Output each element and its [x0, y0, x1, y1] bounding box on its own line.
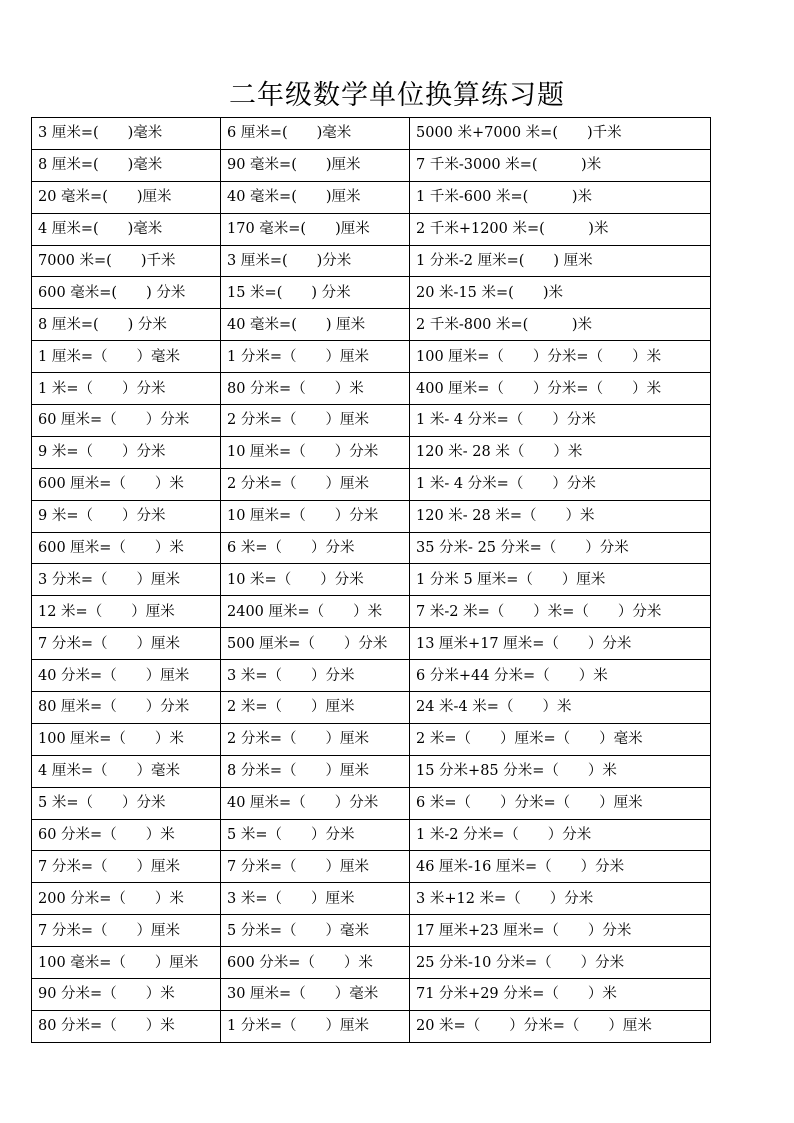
- exercise-cell: 60 厘米=（ ）分米: [32, 405, 221, 437]
- table-row: [32, 532, 711, 564]
- exercise-cell: 10 厘米=（ ）分米: [221, 500, 410, 532]
- exercise-cell: 7 分米=（ ）厘米: [32, 915, 221, 947]
- exercise-cell: 3 米=（ ）分米: [221, 660, 410, 692]
- table-row: [32, 277, 711, 309]
- exercise-cell: 60 分米=（ ）米: [32, 819, 221, 851]
- exercise-cell: 1 分米-2 厘米=( ) 厘米: [410, 245, 711, 277]
- exercise-cell: 30 厘米=（ ）毫米: [221, 979, 410, 1011]
- exercise-cell: 5 米=（ ）分米: [221, 819, 410, 851]
- table-row: [32, 723, 711, 755]
- exercise-cell: 4 厘米=( )毫米: [32, 213, 221, 245]
- exercise-cell: 15 米=( ) 分米: [221, 277, 410, 309]
- table-row: [32, 979, 711, 1011]
- exercise-cell: 20 米-15 米=( )米: [410, 277, 711, 309]
- exercise-cell: 90 毫米=( )厘米: [221, 149, 410, 181]
- table-row: [32, 564, 711, 596]
- exercise-cell: 600 分米=（ ）米: [221, 947, 410, 979]
- exercise-cell: 2 米=（ ）厘米=（ ）毫米: [410, 723, 711, 755]
- exercise-cell: 90 分米=（ ）米: [32, 979, 221, 1011]
- exercise-cell: 9 米=（ ）分米: [32, 436, 221, 468]
- table-row: [32, 819, 711, 851]
- exercise-cell: 40 毫米=( )厘米: [221, 181, 410, 213]
- exercise-cell: 80 厘米=（ ）分米: [32, 692, 221, 724]
- exercise-cell: 1 米- 4 分米=（ ）分米: [410, 405, 711, 437]
- table-row: [32, 628, 711, 660]
- table-row: [32, 947, 711, 979]
- exercise-cell: 1 千米-600 米=( )米: [410, 181, 711, 213]
- exercise-cell: 200 分米=（ ）米: [32, 883, 221, 915]
- table-row: [32, 245, 711, 277]
- exercise-cell: 6 米=（ ）分米: [221, 532, 410, 564]
- exercise-cell: 5 米=（ ）分米: [32, 787, 221, 819]
- table-row: [32, 1010, 711, 1042]
- table-row: [32, 851, 711, 883]
- exercise-cell: 7 米-2 米=（ ）米=（ ）分米: [410, 596, 711, 628]
- table-row: [32, 596, 711, 628]
- exercise-cell: 600 毫米=( ) 分米: [32, 277, 221, 309]
- exercise-cell: 35 分米- 25 分米=（ ）分米: [410, 532, 711, 564]
- exercise-cell: 80 分米=（ ）米: [221, 373, 410, 405]
- exercise-cell: 7 分米=（ ）厘米: [32, 851, 221, 883]
- exercise-cell: 7 分米=（ ）厘米: [221, 851, 410, 883]
- exercise-cell: 8 分米=（ ）厘米: [221, 755, 410, 787]
- exercise-cell: 2 千米-800 米=( )米: [410, 309, 711, 341]
- exercise-cell: 3 米+12 米=（ ）分米: [410, 883, 711, 915]
- exercise-cell: 40 分米=（ ）厘米: [32, 660, 221, 692]
- exercise-cell: 6 分米+44 分米=（ ）米: [410, 660, 711, 692]
- exercise-cell: 1 分米 5 厘米=（ ）厘米: [410, 564, 711, 596]
- table-row: [32, 915, 711, 947]
- exercise-cell: 8 厘米=( )毫米: [32, 149, 221, 181]
- exercise-cell: 20 米=（ ）分米=（ ）厘米: [410, 1010, 711, 1042]
- exercise-cell: 3 厘米=( )分米: [221, 245, 410, 277]
- exercise-cell: 10 厘米=（ ）分米: [221, 436, 410, 468]
- exercise-cell: 400 厘米=（ ）分米=（ ）米: [410, 373, 711, 405]
- table-row: [32, 787, 711, 819]
- exercise-cell: 20 毫米=( )厘米: [32, 181, 221, 213]
- table-row: [32, 468, 711, 500]
- exercise-cell: 3 分米=（ ）厘米: [32, 564, 221, 596]
- table-row: [32, 373, 711, 405]
- exercise-cell: 17 厘米+23 厘米=（ ）分米: [410, 915, 711, 947]
- exercise-table: [31, 117, 711, 1043]
- exercise-cell: 5 分米=（ ）毫米: [221, 915, 410, 947]
- exercise-cell: 1 米=（ ）分米: [32, 373, 221, 405]
- exercise-cell: 100 厘米=（ ）米: [32, 723, 221, 755]
- exercise-cell: 2 分米=（ ）厘米: [221, 723, 410, 755]
- exercise-cell: 120 米- 28 米（ ）米: [410, 436, 711, 468]
- exercise-cell: 170 毫米=( )厘米: [221, 213, 410, 245]
- exercise-cell: 6 米=（ ）分米=（ ）厘米: [410, 787, 711, 819]
- exercise-cell: 25 分米-10 分米=（ ）分米: [410, 947, 711, 979]
- exercise-cell: 9 米=（ ）分米: [32, 500, 221, 532]
- table-row: [32, 436, 711, 468]
- exercise-cell: 1 米- 4 分米=（ ）分米: [410, 468, 711, 500]
- exercise-cell: 3 米=（ ）厘米: [221, 883, 410, 915]
- exercise-cell: 1 米-2 分米=（ ）分米: [410, 819, 711, 851]
- exercise-cell: 40 厘米=（ ）分米: [221, 787, 410, 819]
- exercise-cell: 7 千米-3000 米=( )米: [410, 149, 711, 181]
- exercise-cell: 10 米=（ ）分米: [221, 564, 410, 596]
- exercise-cell: 2400 厘米=（ ）米: [221, 596, 410, 628]
- exercise-cell: 80 分米=（ ）米: [32, 1010, 221, 1042]
- exercise-cell: 100 厘米=（ ）分米=（ ）米: [410, 341, 711, 373]
- table-row: [32, 213, 711, 245]
- exercise-cell: 24 米-4 米=（ ）米: [410, 692, 711, 724]
- table-row: [32, 500, 711, 532]
- exercise-cell: 46 厘米-16 厘米=（ ）分米: [410, 851, 711, 883]
- page-title: 二年级数学单位换算练习题: [229, 80, 565, 111]
- exercise-cell: 12 米=（ ）厘米: [32, 596, 221, 628]
- exercise-cell: 7 分米=（ ）厘米: [32, 628, 221, 660]
- exercise-cell: 5000 米+7000 米=( )千米: [410, 118, 711, 150]
- exercise-cell: 8 厘米=( ) 分米: [32, 309, 221, 341]
- exercise-cell: 120 米- 28 米=（ ）米: [410, 500, 711, 532]
- exercise-cell: 7000 米=( )千米: [32, 245, 221, 277]
- exercise-table-body: [32, 118, 711, 1043]
- table-row: [32, 755, 711, 787]
- exercise-cell: 600 厘米=（ ）米: [32, 532, 221, 564]
- exercise-cell: 4 厘米=（ ）毫米: [32, 755, 221, 787]
- exercise-cell: 71 分米+29 分米=（ ）米: [410, 979, 711, 1011]
- exercise-cell: 2 米=（ ）厘米: [221, 692, 410, 724]
- exercise-cell: 600 厘米=（ ）米: [32, 468, 221, 500]
- exercise-cell: 2 分米=（ ）厘米: [221, 468, 410, 500]
- exercise-cell: 40 毫米=( ) 厘米: [221, 309, 410, 341]
- table-row: [32, 405, 711, 437]
- table-row: [32, 181, 711, 213]
- exercise-cell: 500 厘米=（ ）分米: [221, 628, 410, 660]
- exercise-cell: 6 厘米=( )毫米: [221, 118, 410, 150]
- table-row: [32, 883, 711, 915]
- exercise-cell: 100 毫米=（ ）厘米: [32, 947, 221, 979]
- table-row: [32, 149, 711, 181]
- table-row: [32, 309, 711, 341]
- exercise-cell: 2 千米+1200 米=( )米: [410, 213, 711, 245]
- exercise-cell: 15 分米+85 分米=（ ）米: [410, 755, 711, 787]
- exercise-cell: 2 分米=（ ）厘米: [221, 405, 410, 437]
- exercise-cell: 1 分米=（ ）厘米: [221, 341, 410, 373]
- table-row: [32, 118, 711, 150]
- table-row: [32, 692, 711, 724]
- exercise-cell: 3 厘米=( )毫米: [32, 118, 221, 150]
- exercise-cell: 1 厘米=（ ）毫米: [32, 341, 221, 373]
- exercise-cell: 1 分米=（ ）厘米: [221, 1010, 410, 1042]
- table-row: [32, 660, 711, 692]
- table-row: [32, 341, 711, 373]
- exercise-cell: 13 厘米+17 厘米=（ ）分米: [410, 628, 711, 660]
